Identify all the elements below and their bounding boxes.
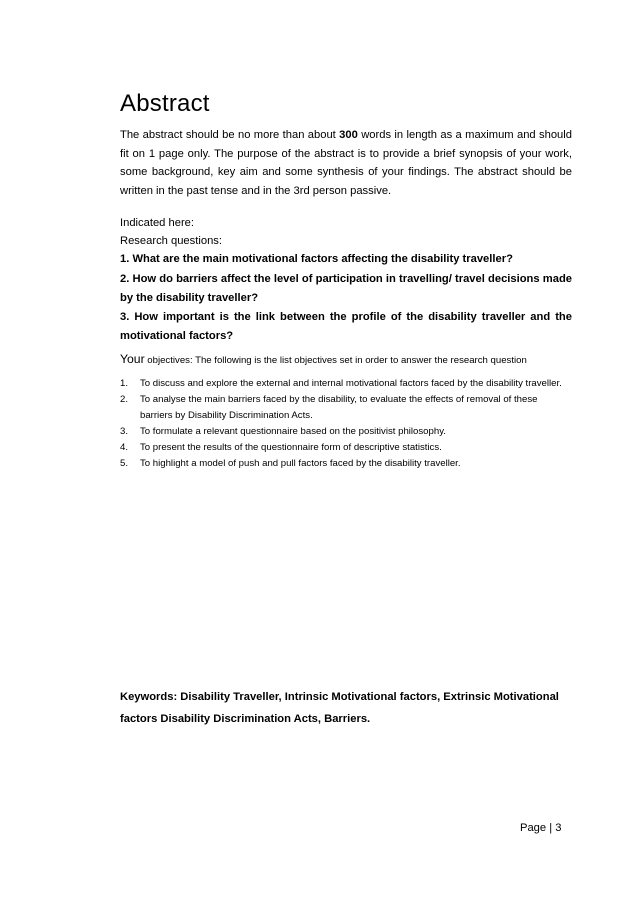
objective-item <box>120 424 572 440</box>
objectives-intro <box>120 348 572 372</box>
abstract-heading: Abstract <box>120 90 210 117</box>
objective-number: 4. <box>120 441 129 453</box>
research-questions-label: Research questions: <box>120 235 222 248</box>
research-question-1: 1. What are the main motivational factors affecting the disability traveller? <box>120 253 513 266</box>
objective-number: 3. <box>120 425 129 437</box>
word-limit-value: 300 <box>339 129 358 141</box>
objectives-list <box>120 376 572 472</box>
research-question-3: 3. How important is the link between the profile of the disability traveller and the motivational factors? <box>120 310 572 342</box>
objective-text: To formulate a relevant questionnaire based on the positivist philosophy. <box>140 425 446 437</box>
objectives-lead-word: Your <box>120 351 145 366</box>
keywords-paragraph: Keywords: Disability Traveller, Intrinsic Motivational factors, Extrinsic Motivational factors Disability Discrimination Acts, Barriers. <box>120 691 559 725</box>
objective-number: 1. <box>120 377 129 389</box>
objective-number: 5. <box>120 457 129 469</box>
abstract-section <box>120 88 572 472</box>
objective-item <box>120 440 572 456</box>
objective-number: 2. <box>120 393 129 405</box>
research-question-2: 2. How do barriers affect the level of participation in travelling/ travel decisions made by the disability traveller? <box>120 272 572 304</box>
objective-item <box>120 392 572 424</box>
intro-text-start: The abstract should be no more than about <box>120 129 340 141</box>
indicated-label: Indicated here: <box>120 217 195 230</box>
objective-item <box>120 376 572 392</box>
abstract-intro-paragraph <box>120 126 572 200</box>
objective-text: To present the results of the questionnaire form of descriptive statistics. <box>140 441 442 453</box>
objective-text: To analyse the main barriers faced by the disability, to evaluate the effects of removal of these barriers by Disability Discrimination Acts. <box>140 393 538 421</box>
objectives-intro-text: objectives: The following is the list objectives set in order to answer the research question <box>144 354 527 366</box>
objective-item <box>120 456 572 472</box>
objective-text: To highlight a model of push and pull factors faced by the disability traveller. <box>140 457 461 469</box>
objective-text: To discuss and explore the external and internal motivational factors faced by the disability traveller. <box>140 377 562 389</box>
page-number-footer: Page | 3 <box>520 822 562 834</box>
intro-text-end: words in length as a maximum and should fit on 1 page only. The purpose of the abstract is to provide a brief synopsis of your work, some background, key aim and some synthesis of your findings. The abstract should be written in the past tense and in the 3rd person passive. <box>120 129 572 197</box>
